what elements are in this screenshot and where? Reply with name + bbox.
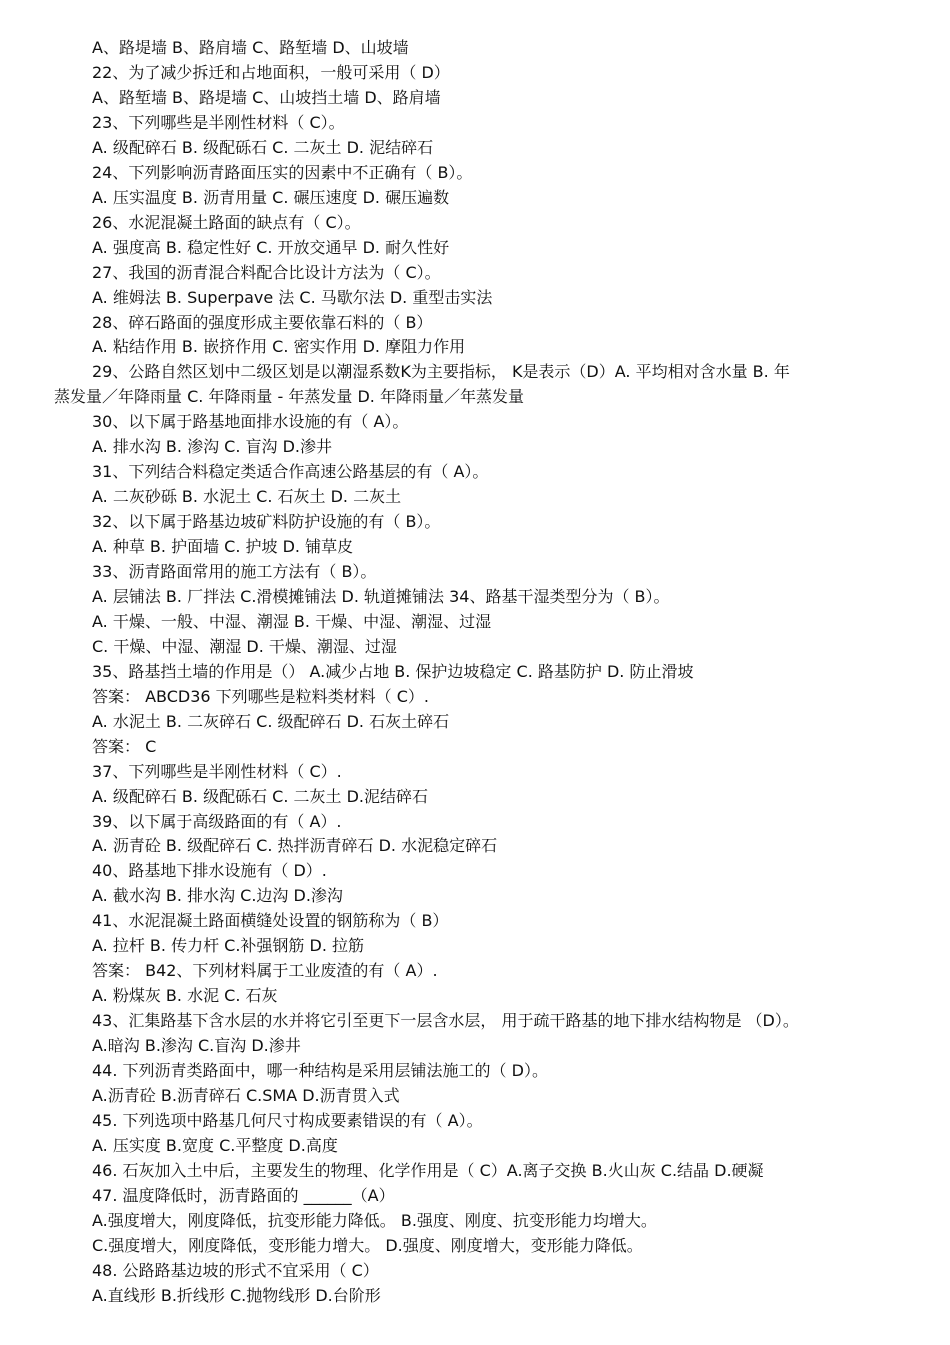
text-line: 39、以下属于高级路面的有（ A）. xyxy=(92,812,342,831)
text-line: 22、为了减少拆迁和占地面积，一般可采用（ D） xyxy=(92,63,450,82)
text-line: 48. 公路路基边坡的形式不宜采用（ C） xyxy=(92,1261,379,1280)
text-line: 35、路基挡土墙的作用是（） A.减少占地 B. 保护边坡稳定 C. 路基防护 D. 防止滑坡 xyxy=(92,662,694,681)
text-line: 47. 温度降低时，沥青路面的 ______（A） xyxy=(92,1186,395,1205)
text-line: A. 种草 B. 护面墙 C. 护坡 D. 铺草皮 xyxy=(92,537,354,556)
text-line: A. 级配碎石 B. 级配砾石 C. 二灰土 D. 泥结碎石 xyxy=(92,138,434,157)
text-line: 24、下列影响沥青路面压实的因素中不正确有（ B）。 xyxy=(92,163,473,182)
text-line: 37、下列哪些是半刚性材料（ C）. xyxy=(92,762,342,781)
text-line: A. 压实温度 B. 沥青用量 C. 碾压速度 D. 碾压遍数 xyxy=(92,188,450,207)
text-line: A. 压实度 B.宽度 C.平整度 D.高度 xyxy=(92,1136,338,1155)
text-line: A、路堑墙 B、路堤墙 C、山坡挡土墙 D、路肩墙 xyxy=(92,88,441,107)
text-line: 45. 下列选项中路基几何尺寸构成要素错误的有（ A）。 xyxy=(92,1111,483,1130)
text-line: 32、以下属于路基边坡矿料防护设施的有（ B）。 xyxy=(92,512,441,531)
text-line: A. 排水沟 B. 渗沟 C. 盲沟 D.渗井 xyxy=(92,437,332,456)
text-line: 28、碎石路面的强度形成主要依靠石料的（ B） xyxy=(92,313,433,332)
text-line: A、路堤墙 B、路肩墙 C、路堑墙 D、山坡墙 xyxy=(92,38,409,57)
text-line: 31、下列结合料稳定类适合作高速公路基层的有（ A）。 xyxy=(92,462,489,481)
text-line: C.强度增大，刚度降低，变形能力增大。 D.强度、刚度增大，变形能力降低。 xyxy=(92,1236,643,1255)
text-line: 23、下列哪些是半刚性材料（ C）。 xyxy=(92,113,345,132)
text-line: A. 强度高 B. 稳定性好 C. 开放交通早 D. 耐久性好 xyxy=(92,238,450,257)
text-line: A. 粉煤灰 B. 水泥 C. 石灰 xyxy=(92,986,278,1005)
text-line: A. 截水沟 B. 排水沟 C.边沟 D.渗沟 xyxy=(92,886,343,905)
text-line: 29、公路自然区划中二级区划是以潮湿系数K为主要指标， K是表示（D）A. 平均相对含水量 B. 年 xyxy=(92,362,790,381)
text-line: 46. 石灰加入土中后，主要发生的物理、化学作用是（ C）A.离子交换 B.火山灰 C.结晶 D.硬凝 xyxy=(92,1161,764,1180)
text-line: 答案： ABCD36 下列哪些是粒料类材料（ C）. xyxy=(92,687,430,706)
text-line: 41、水泥混凝土路面横缝处设置的钢筋称为（ B） xyxy=(92,911,449,930)
text-line: 40、路基地下排水设施有（ D）. xyxy=(92,861,327,880)
text-line: A.直线形 B.折线形 C.抛物线形 D.台阶形 xyxy=(92,1286,381,1305)
text-line: A. 干燥、一般、中湿、潮湿 B. 干燥、中湿、潮湿、过湿 xyxy=(92,612,492,631)
text-line: C. 干燥、中湿、潮湿 D. 干燥、潮湿、过湿 xyxy=(92,637,397,656)
text-line: A. 拉杆 B. 传力杆 C.补强钢筋 D. 拉筋 xyxy=(92,936,364,955)
text-line: 27、我国的沥青混合料配合比设计方法为（ C）。 xyxy=(92,263,441,282)
text-line: A. 沥青砼 B. 级配碎石 C. 热拌沥青碎石 D. 水泥稳定碎石 xyxy=(92,836,498,855)
text-line: A. 维姆法 B. Superpave 法 C. 马歇尔法 D. 重型击实法 xyxy=(92,288,493,307)
text-line: 26、水泥混凝土路面的缺点有（ C）。 xyxy=(92,213,361,232)
text-line: A. 层铺法 B. 厂拌法 C.滑模摊铺法 D. 轨道摊铺法 34、路基干湿类型分为（ B）。 xyxy=(92,587,670,606)
text-line: 答案： B42、下列材料属于工业废渣的有（ A）. xyxy=(92,961,438,980)
text-line: A.暗沟 B.渗沟 C.盲沟 D.渗井 xyxy=(92,1036,301,1055)
text-line: 蒸发量／年降雨量 C. 年降雨量 - 年蒸发量 D. 年降雨量／年蒸发量 xyxy=(54,387,524,406)
text-line: 33、沥青路面常用的施工方法有（ B）。 xyxy=(92,562,377,581)
text-line: 答案： C xyxy=(92,737,157,756)
text-line: 43、汇集路基下含水层的水并将它引至更下一层含水层， 用于疏干路基的地下排水结构物是 （D）。 xyxy=(92,1011,799,1030)
text-line: A.沥青砼 B.沥青碎石 C.SMA D.沥青贯入式 xyxy=(92,1086,400,1105)
text-line: 44. 下列沥青类路面中，哪一种结构是采用层铺法施工的（ D）。 xyxy=(92,1061,548,1080)
text-line: 30、以下属于路基地面排水设施的有（ A）。 xyxy=(92,412,409,431)
text-line: A. 粘结作用 B. 嵌挤作用 C. 密实作用 D. 摩阻力作用 xyxy=(92,337,466,356)
text-line: A.强度增大，刚度降低，抗变形能力降低。 B.强度、刚度、抗变形能力均增大。 xyxy=(92,1211,657,1230)
text-line: A. 二灰砂砾 B. 水泥土 C. 石灰土 D. 二灰土 xyxy=(92,487,402,506)
text-line: A. 级配碎石 B. 级配砾石 C. 二灰土 D.泥结碎石 xyxy=(92,787,428,806)
text-line: A. 水泥土 B. 二灰碎石 C. 级配碎石 D. 石灰土碎石 xyxy=(92,712,450,731)
